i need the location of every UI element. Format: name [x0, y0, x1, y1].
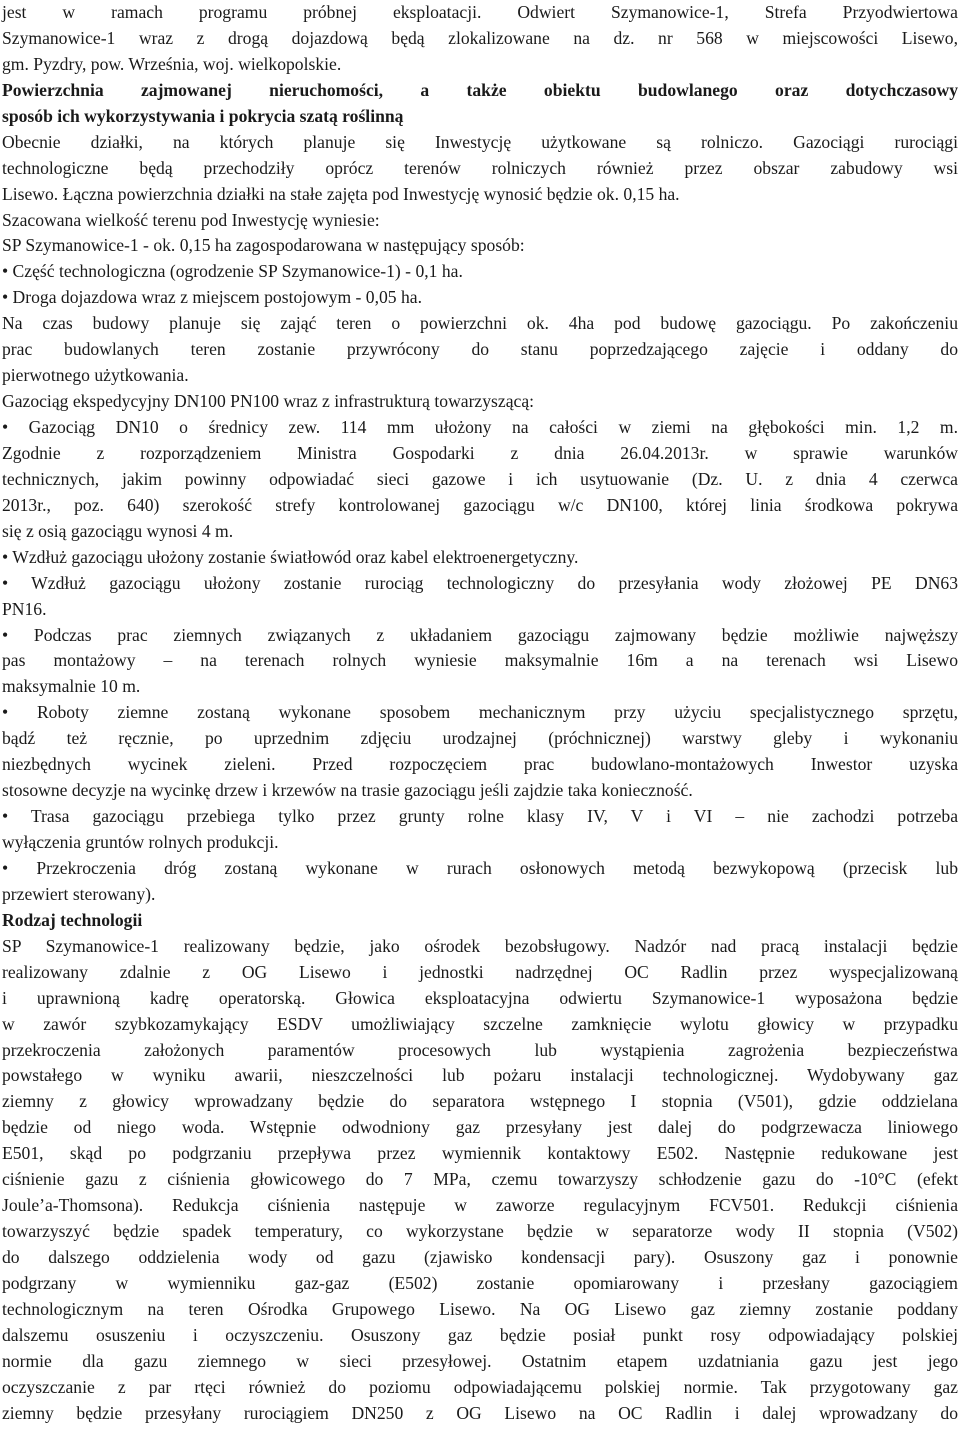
- section-heading-line: Powierzchnia zajmowanej nieruchomości, a także obiektu budowlanego oraz dotychczasowy: [2, 79, 958, 100]
- text-line: w zawór szybkozamykający ESDV umożliwiający szczelne zamknięcie wylotu głowicy w przypadku: [2, 1013, 958, 1034]
- text-line: i uprawnioną kadrę operatorską. Głowica eksploatacyjna odwiertu Szymanowice-1 wyposażona będzie: [2, 987, 958, 1008]
- text-line: 2013r., poz. 640) szerokość strefy kontrolowanej gazociągu w/c DN100, której linia środkowa pokrywa: [2, 494, 958, 515]
- text-line: SP Szymanowice-1 - ok. 0,15 ha zagospodarowana w następujący sposób:: [2, 235, 525, 256]
- text-line: PN16.: [2, 598, 47, 619]
- text-line: bądź też ręcznie, po uprzednim zdjęciu urodzajnej (próchnicznej) warstwy gleby i wykonaniu: [2, 728, 958, 749]
- text-line: SP Szymanowice-1 realizowany będzie, jako ośrodek bezobsługowy. Nadzór nad pracą instalacji będzie: [2, 935, 958, 956]
- text-line: technicznych, jakim powinny odpowiadać sieci gazowe i ich usytuowanie (Dz. U. z dnia 4 czerwca: [2, 468, 958, 489]
- text-line: gm. Pyzdry, pow. Września, woj. wielkopolskie.: [2, 53, 342, 74]
- text-line: ciśnienie gazu z ciśnienia głowicowego do 7 MPa, czemu towarzyszy schłodzenie gazu do -10°C (efekt: [2, 1169, 958, 1190]
- text-line: prac budowlanych teren zostanie przywrócony do stanu poprzedzającego zajęcie i oddany do: [2, 339, 958, 360]
- text-line: Szymanowice-1 wraz z drogą dojazdową będą zlokalizowane na dz. nr 568 w miejscowości Lisewo,: [2, 27, 958, 48]
- text-line: Lisewo. Łączna powierzchnia działki na stałe zajęta pod Inwestycję wynosić będzie ok. 0,15 ha.: [2, 183, 680, 204]
- text-line: • Przekroczenia dróg zostaną wykonane w rurach osłonowych metodą bezwykopową (przecisk lub: [2, 857, 958, 878]
- text-line: normie dla gazu ziemnego w sieci przesyłowej. Ostatnim etapem uzdatniania gazu jest jego: [2, 1350, 958, 1371]
- text-line: Na czas budowy planuje się zająć teren o powierzchni ok. 4ha pod budowę gazociągu. Po zakończeniu: [2, 313, 958, 334]
- text-line: • Wzdłuż gazociągu ułożony zostanie rurociąg technologiczny do przesyłania wody złożowej PE DN63: [2, 572, 958, 593]
- text-line: Joule’a-Thomsona). Redukcja ciśnienia następuje w zaworze regulacyjnym FCV501. Redukcji ciśnienia: [2, 1195, 958, 1216]
- section-heading-line: sposób ich wykorzystywania i pokrycia szatą roślinną: [2, 105, 404, 126]
- text-line: • Gazociąg DN10 o średnicy zew. 114 mm ułożony na całości w ziemi na głębokości min. 1,2 m.: [2, 417, 958, 437]
- text-line: ziemny będzie przesyłany rurociągiem DN250 z OG Lisewo na OC Radlin i dalej wprowadzany do: [2, 1402, 958, 1423]
- text-line: • Część technologiczna (ogrodzenie SP Szymanowice-1) - 0,1 ha.: [2, 261, 463, 282]
- text-line: maksymalnie 10 m.: [2, 676, 141, 697]
- text-line: jest w ramach programu próbnej eksploatacji. Odwiert Szymanowice-1, Strefa Przyodwiertowa: [2, 2, 958, 22]
- text-line: do dalszego oddzielenia wody od gazu (zjawisko kondensacji pary). Osuszony gaz i ponownie: [2, 1247, 958, 1267]
- text-line: towarzyszyć będzie spadek temperatury, co wykorzystane będzie w separatorze wody II stopnia (V502): [2, 1221, 958, 1242]
- text-line: wyłączenia gruntów rolnych produkcji.: [2, 832, 279, 852]
- text-line: • Wzdłuż gazociągu ułożony zostanie światłowód oraz kabel elektroenergetyczny.: [2, 546, 579, 567]
- section-heading-line: Rodzaj technologii: [2, 909, 143, 930]
- text-line: Gazociąg ekspedycyjny DN100 PN100 wraz z infrastrukturą towarzyszącą:: [2, 391, 535, 412]
- text-line: podgrzany w wymienniku gaz-gaz (E502) zostanie opomiarowany i przesłany gazociągiem: [2, 1272, 958, 1293]
- text-line: • Trasa gazociągu przebiega tylko przez grunty rolne klasy IV, V i VI – nie zachodzi potrzeba: [2, 806, 958, 827]
- text-line: się z osią gazociągu wynosi 4 m.: [2, 520, 234, 541]
- text-line: przekroczenia założonych paramentów procesowych lub wystąpienia zagrożenia bezpieczeństwa: [2, 1039, 958, 1060]
- text-line: realizowany zdalnie z OG Lisewo i jednostki nadrzędnej OC Radlin przez wyspecjalizowaną: [2, 961, 958, 982]
- text-line: E501, skąd po podgrzaniu przepływa przez wymiennik kontaktowy E502. Następnie redukowane jest: [2, 1143, 958, 1164]
- text-line: przewiert sterowany).: [2, 883, 156, 904]
- text-line: Zgodnie z rozporządzeniem Ministra Gospodarki z dnia 26.04.2013r. w sprawie warunków: [2, 442, 958, 463]
- text-line: oczyszczanie z par rtęci również do poziomu odpowiadającemu polskiej normie. Tak przygotowany gaz: [2, 1376, 958, 1397]
- text-line: • Podczas prac ziemnych związanych z układaniem gazociągu zajmowany będzie możliwie najwęższy: [2, 624, 958, 645]
- text-line: powstałego w wyniku awarii, nieszczelności lub pożaru instalacji technologicznej. Wydobywany gaz: [2, 1065, 958, 1086]
- text-line: ziemny z głowicy wprowadzany będzie do separatora wstępnego I stopnia (V501), gdzie oddzielana: [2, 1091, 958, 1112]
- text-line: niezbędnych wycinek zieleni. Przed rozpoczęciem prac budowlano-montażowych Inwestor uzyska: [2, 754, 958, 775]
- text-line: pierwotnego użytkowania.: [2, 365, 189, 386]
- text-line: pas montażowy – na terenach rolnych wyniesie maksymalnie 16m a na terenach wsi Lisewo: [2, 650, 958, 671]
- text-line: • Roboty ziemne zostaną wykonane sposobem mechanicznym przy użyciu specjalistycznego sprzętu,: [2, 702, 958, 723]
- text-line: Obecnie działki, na których planuje się Inwestycję użytkowane są rolniczo. Gazociągi rurociągi: [2, 131, 958, 152]
- text-line: dalszemu osuszeniu i oczyszczeniu. Osuszony gaz będzie posiał punkt rosy odpowiadający polskiej: [2, 1324, 958, 1345]
- text-line: technologicznym na teren Ośrodka Grupowego Lisewo. Na OG Lisewo gaz ziemny zostanie poddany: [2, 1298, 958, 1319]
- text-line: stosowne decyzje na wycinkę drzew i krzewów na trasie gazociągu jeśli zajdzie taka konieczność.: [2, 780, 693, 801]
- text-line: będzie od niego woda. Wstępnie odwodniony gaz przesyłany jest dalej do podgrzewacza liniowego: [2, 1117, 958, 1138]
- text-line: technologiczne będą przechodziły oprócz terenów rolniczych również przez obszar zabudowy wsi: [2, 157, 958, 178]
- text-line: Szacowana wielkość terenu pod Inwestycję wyniesie:: [2, 209, 380, 230]
- text-line: • Droga dojazdowa wraz z miejscem postojowym - 0,05 ha.: [2, 287, 422, 308]
